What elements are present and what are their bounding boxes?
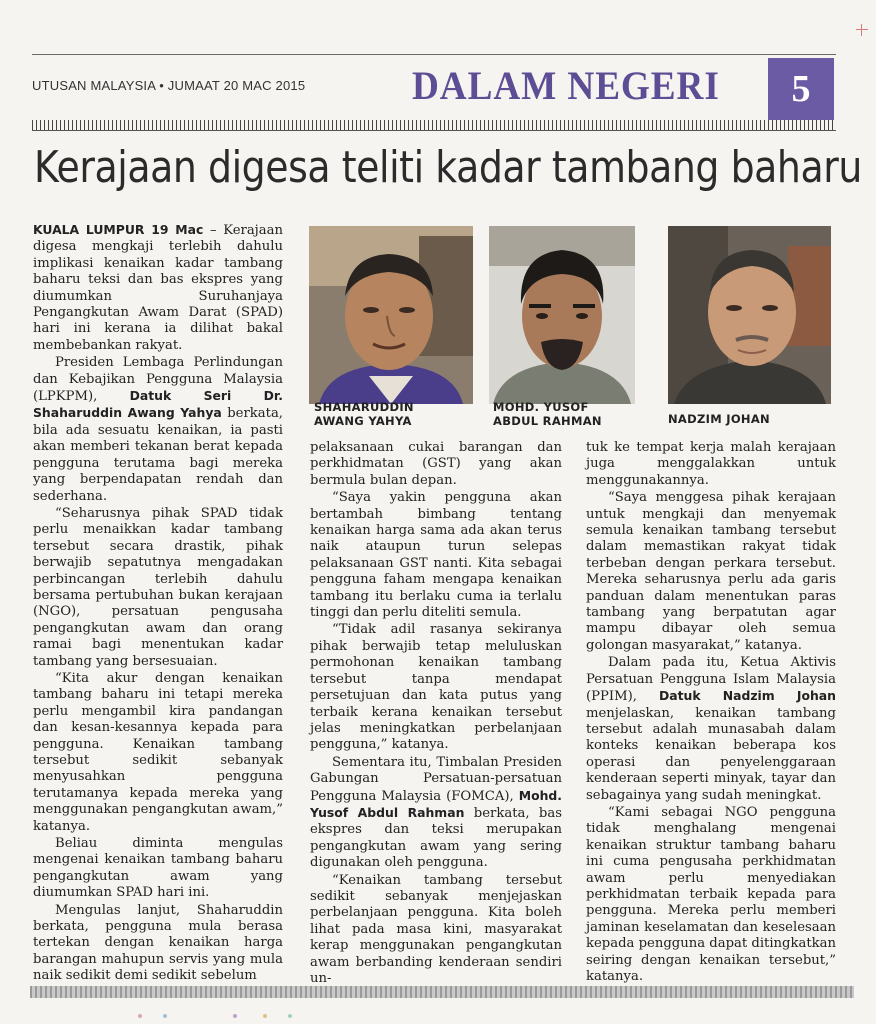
caption-line: SHAHARUDDIN [314,400,414,414]
barcode-rule [32,120,836,130]
paragraph-text: berkata, bas ekspres dan teksi merupakan pengangkutan awam yang sering digunakan oleh pengguna. [310,805,563,871]
paragraph-text: menjelaskan, kenaikan tambang tersebut adalah munasabah dalam konteks kenaikan beberapa kos operasi dan penyelenggaraan kenderaan seperti minyak, tayar dan sebagainya yang sudah meningkat. [586,705,836,803]
paragraph: “Kenaikan tambang tersebut sedikit sebanyak menjejaskan perbelanjaan pengguna. Kita boleh lihat pada masa kini, masyarakat kerap menggunakan pengangkutan awam berbanding kenderaan sendiri un- [310,872,562,986]
portrait-image [668,226,831,404]
paragraph: Mengulas lanjut, Shaharuddin berkata, pengguna mula berasa tertekan dengan kenaikan harga barangan mahupun servis yang mula naik sedikit demi sedikit sebelum [33,902,283,984]
paragraph: pelaksanaan cukai barangan dan perkhidmatan (GST) yang akan bermula bulan depan. [310,440,562,488]
paragraph-text: Dalam pada itu, Ketua Aktivis Persatuan Pengguna Islam Malaysia (PPIM), [586,655,836,705]
paragraph: tuk ke tempat kerja malah kerajaan juga menggalakkan untuk menggunakannya. [586,440,836,488]
photo-caption [493,400,602,428]
paragraph-text: Sementara itu, Timbalan Presiden Gabungan Persatuan-persatuan Pengguna Malaysia (FOMCA), [310,754,562,804]
person-name: Datuk Nadzim Johan [658,688,836,704]
dateline: KUALA LUMPUR 19 Mac [33,222,204,237]
crop-mark-icon [856,24,868,36]
paragraph [33,222,283,354]
paragraph [33,355,283,505]
photo-caption [668,412,770,426]
paragraph-text: – Kerajaan digesa mengkaji terlebih dahulu implikasi kenaikan kadar tambang baharu teksi dan bas ekspres yang diumumkan Suruhanjaya Pengangkutan Awam Darat (SPAD) hari ini kerana ia dilihat bakal membebankan rakyat. [33,223,283,353]
caption-line: ABDUL RAHMAN [493,414,602,428]
paragraph [310,755,562,872]
page-number: 5 [768,58,834,120]
article-column-3 [586,440,836,986]
paragraph-text: Presiden Lembaga Perlindungan dan Kebajikan Pengguna Malaysia (LPKPM), [33,355,283,405]
paragraph-text: berkata, bila ada sesuatu kenaikan, ia pasti akan memberi tekanan berat kepada pengguna terutama bagi mereka yang berpendapatan rendah dan sederhana. [33,406,283,504]
person-name: Datuk Seri Dr. Shaharuddin Awang Yahya [33,388,283,421]
top-rule [32,54,836,55]
masthead: UTUSAN MALAYSIA • JUMAAT 20 MAC 2015 [32,78,306,93]
section-title: DALAM NEGERI [412,63,720,108]
person-name: Mohd. Yusof Abdul Rahman [310,787,562,820]
paragraph [586,655,836,804]
caption-line: MOHD. YUSOF [493,400,589,414]
photo-shaharuddin [309,226,473,404]
photo-nadzim-johan [668,226,831,404]
article-column-1 [33,222,283,986]
photo-caption [314,400,414,428]
portrait-image [489,226,635,404]
paragraph: “Tidak adil rasanya sekiranya pihak berwajib tetap meluluskan permohonan kenaikan tambang tersebut tanpa mendapat persetujuan dan kata putus yang terbaik kerana kenaikan tersebut jelas meningkatkan perbelanjaan pengguna,” katanya. [310,622,562,753]
bottom-rule [30,986,854,998]
paragraph: Beliau diminta mengulas mengenai kenaikan tambang baharu pengangkutan awam yang diumumkan SPAD hari ini. [33,836,283,901]
caption-line: AWANG YAHYA [314,414,412,428]
registration-marks [0,1008,876,1024]
paragraph: “Seharusnya pihak SPAD tidak perlu menaikkan kadar tambang tersebut secara drastik, pihak berwajib sepatutnya mengadakan perbincangan terlebih dahulu bersama pertubuhan bukan kerajaan (NGO), persatuan pengusaha pengangkutan awam dan orang ramai bagi menentukan kadar tambang yang bersesuaian. [33,505,283,669]
caption-line: NADZIM JOHAN [668,412,770,426]
paragraph: “Saya menggesa pihak kerajaan untuk mengkaji dan menyemak semula kenaikan tambang tersebut dalam memastikan rakyat tidak terbeban dengan perkara tersebut. Mereka seharusnya perlu ada garis panduan dalam menentukan paras tambang yang berpatutan agar mampu dibayar oleh semua golongan masyarakat,” katanya. [586,490,836,653]
paragraph: “Kami sebagai NGO pengguna tidak menghalang mengenai kenaikan struktur tambang baharu ini cuma pengusaha perkhidmatan awam perlu menyediakan perkhidmatan terbaik kepada para pengguna. Mereka perlu memberi jaminan keselamatan dan keselesaan kepada pengguna dapat ditingkatkan seiring dengan kenaikan tersebut,” katanya. [586,804,836,984]
paragraph: “Saya yakin pengguna akan bertambah bimbang tentang kenaikan harga sama ada akan terus naik ataupun turun selepas pelaksanaan GST nanti. Kita sebagai pengguna faham mengapa kenaikan tambang itu berlaku cuma ia terlalu tinggi dan perlu diteliti semula. [310,490,562,621]
divider [32,130,836,131]
photo-mohd-yusof [489,226,635,404]
paragraph: “Kita akur dengan kenaikan tambang baharu ini tetapi mereka perlu mengambil kira pandangan dan kesan-kesannya kepada para pengguna. Kenaikan tambang tersebut sedikit sebanyak menyusahkan pengguna terutamanya kepada mereka yang menggunakan pengangkutan awam,” katanya. [33,670,283,834]
headline: Kerajaan digesa teliti kadar tambang baharu [34,142,862,193]
portrait-image [309,226,473,404]
article-column-2 [310,440,562,988]
